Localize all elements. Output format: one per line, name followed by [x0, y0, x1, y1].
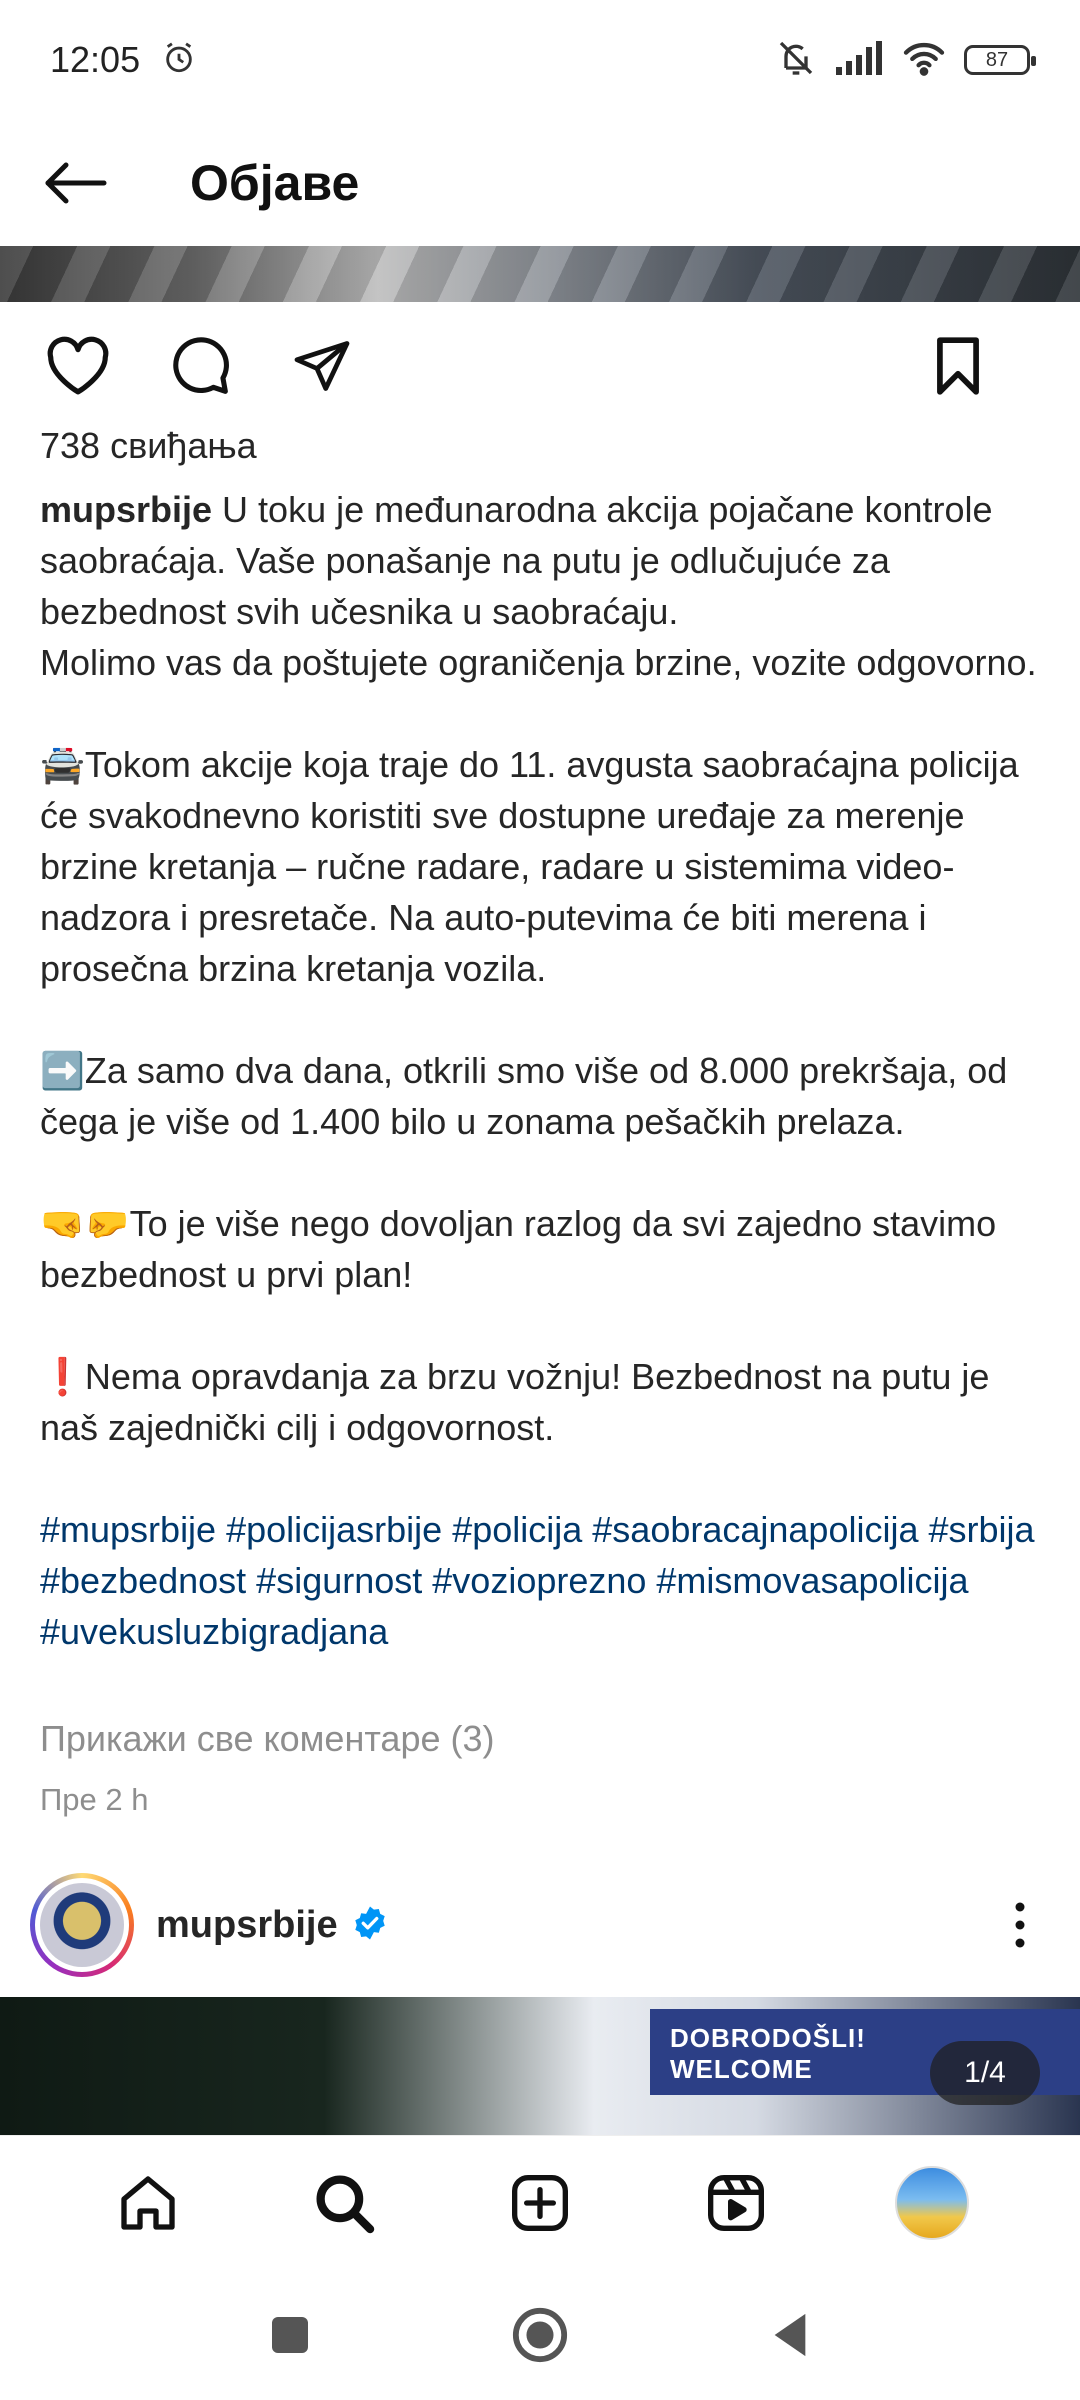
more-vertical-icon [1014, 1901, 1026, 1949]
save-button[interactable] [918, 326, 998, 406]
profile-avatar [895, 2166, 969, 2240]
avatar-frame [35, 1878, 129, 1972]
view-all-comments-link[interactable]: Прикажи све коментаре (3) [40, 1718, 495, 1759]
add-post-icon [508, 2171, 572, 2235]
nav-search[interactable] [299, 2158, 389, 2248]
battery-icon: 87 [964, 45, 1030, 75]
comment-button[interactable] [160, 326, 240, 406]
bottom-navigation [0, 2135, 1080, 2270]
nav-profile[interactable] [887, 2158, 977, 2248]
likes-count[interactable]: 738 свиђања [40, 425, 257, 466]
recents-button[interactable] [255, 2300, 325, 2370]
caption-paragraph-3: ➡️Za samo dva dana, otkrili smo više od 8.000 prekršaja, od čega je više od 1.400 bilo u zonama pešačkih prelaza. [40, 1050, 1018, 1142]
bookmark-icon [930, 335, 986, 397]
mute-icon [774, 38, 818, 83]
system-navigation [0, 2270, 1080, 2400]
caption-text: U toku je međunarodna akcija pojačane kontrole saobraćaja. Vaše ponašanje na putu je odlučujuće za bezbednost svih učesnika u saobraćaju. Molimo vas da poštujete ograničenja brzine, vozite odgovorno. [40, 489, 1037, 683]
avatar[interactable] [30, 1873, 134, 1977]
page-title: Објаве [190, 154, 360, 211]
post-actions [0, 316, 1080, 416]
like-button[interactable] [38, 326, 118, 406]
triangle-back-icon [770, 2312, 810, 2358]
wifi-icon [902, 40, 946, 81]
signal-icon [836, 41, 884, 80]
alarm-icon [162, 41, 196, 80]
caption-paragraph-4: 🤜🤛To je više nego dovoljan razlog da svi zajedno stavimo bezbednost u prvi plan! [40, 1203, 1007, 1295]
reels-icon [704, 2171, 768, 2235]
send-icon [291, 336, 353, 396]
heart-icon [45, 336, 111, 396]
status-bar [0, 0, 1080, 120]
caption-paragraph-1 [40, 484, 1050, 688]
arrow-left-icon [42, 161, 108, 205]
back-system-button[interactable] [755, 2300, 825, 2370]
caption-spacer [40, 994, 1050, 1045]
back-button[interactable] [30, 138, 120, 228]
banner-text-left: DOBRODOŠLI! [670, 2023, 866, 2053]
circle-icon [511, 2306, 569, 2364]
carousel-counter: 1/4 [930, 2041, 1040, 2105]
next-post-header [0, 1870, 1080, 1980]
comment-icon [168, 334, 232, 398]
police-badge-icon [40, 1883, 124, 1967]
home-icon [116, 2171, 180, 2235]
post-username[interactable]: mupsrbije [156, 1903, 338, 1946]
nav-create[interactable] [495, 2158, 585, 2248]
caption-spacer [40, 1147, 1050, 1198]
post-image[interactable] [0, 246, 1080, 302]
more-options-button[interactable] [1000, 1895, 1040, 1955]
share-button[interactable] [282, 326, 362, 406]
post-caption [40, 484, 1050, 1657]
caption-spacer [40, 1300, 1050, 1351]
nav-home[interactable] [103, 2158, 193, 2248]
caption-paragraph-5: ❗Nema opravdanja za brzu vožnju! Bezbednost na putu je naš zajednički cilj i odgovornost. [40, 1356, 1000, 1448]
home-system-button[interactable] [505, 2300, 575, 2370]
status-time: 12:05 [50, 39, 141, 80]
post-timestamp: Пре 2 h [40, 1782, 149, 1817]
header [0, 120, 1080, 245]
search-icon [311, 2170, 377, 2236]
caption-hashtags[interactable]: #mupsrbije #policijasrbije #policija #saobracajnapolicija #srbija #bezbednost #sigurnost #vozioprezno #mismovasapolicija #uvekusluzbigradjana [40, 1509, 1045, 1652]
nav-reels[interactable] [691, 2158, 781, 2248]
verified-badge-icon [352, 1905, 388, 1946]
caption-spacer [40, 688, 1050, 739]
caption-paragraph-2: 🚔Tokom akcije koja traje do 11. avgusta saobraćajna policija će svakodnevno koristiti sve dostupne uređaje za merenje brzine kretanja – ručne radare, radare u sistemima video-nadzora i presretače. Na auto-putevima će biti merena i prosečna brzina kretanja vozila. [40, 744, 1029, 989]
caption-spacer [40, 1453, 1050, 1504]
banner-text-right: WELCOME [670, 2054, 813, 2084]
square-icon [270, 2315, 310, 2355]
post-image-carousel[interactable] [0, 1997, 1080, 2135]
caption-username[interactable]: mupsrbije [40, 489, 213, 530]
